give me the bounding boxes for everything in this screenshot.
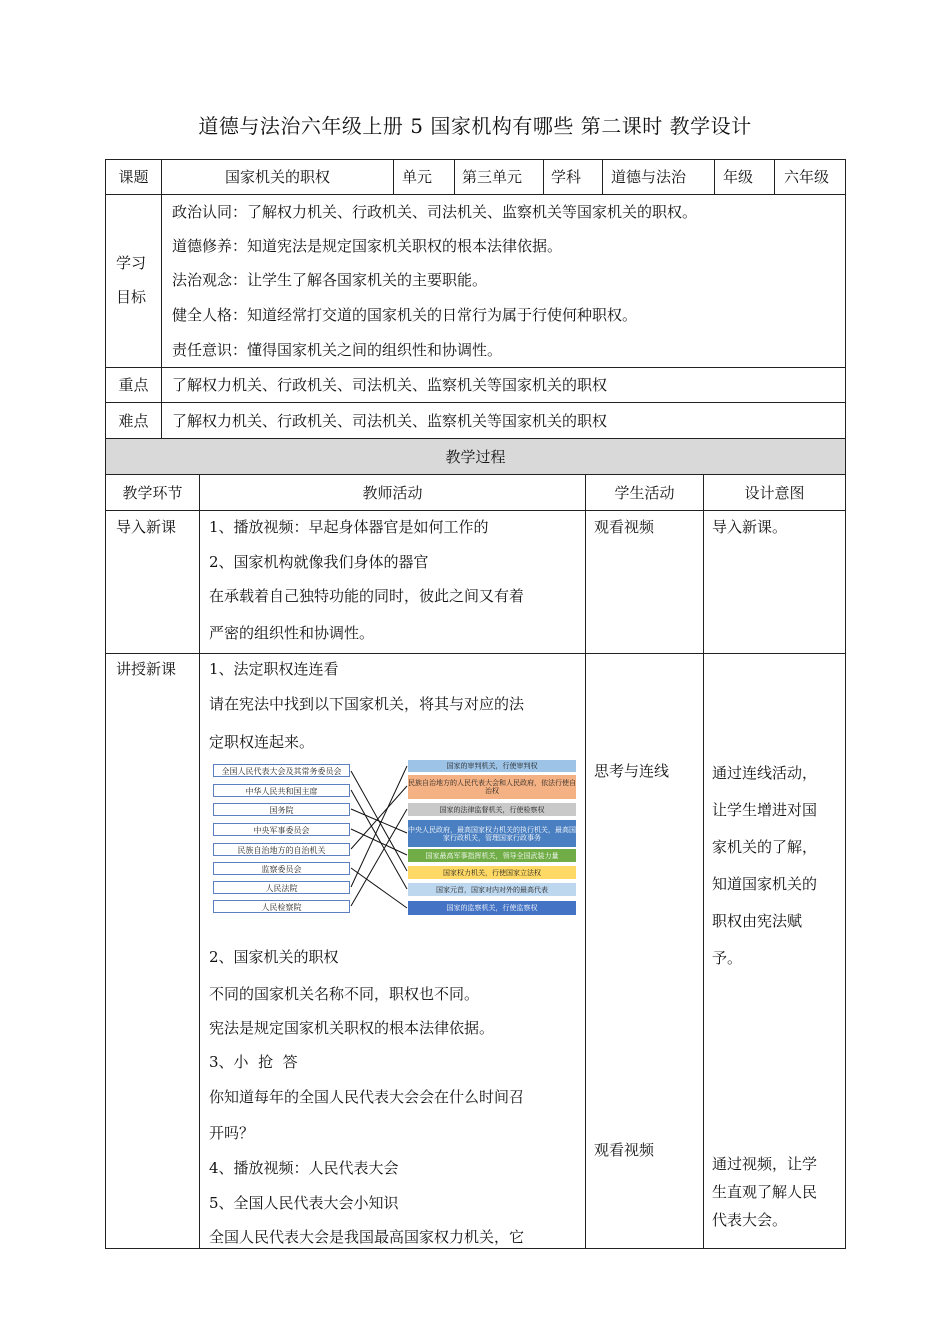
objective-moral: 道德修养：知道宪法是规定国家机关职权的根本法律依据。 [172,237,563,255]
right-item: 国家的法律监督机关，行使检察权 [408,803,576,816]
lecture-teacher-line-3: 定职权连起来。 [209,733,315,751]
lecture-teacher-line-5: 不同的国家机关名称不同，职权也不同。 [209,985,480,1003]
intro-teacher-line-1: 1、播放视频：早起身体器官是如何工作的 [209,518,489,536]
left-item: 国务院 [213,803,350,816]
col-teacher-header: 教师活动 [362,483,423,502]
subject-value: 道德与法治 [611,168,687,186]
lecture-teacher-line-4: 2、国家机关的职权 [209,948,339,966]
topic-value: 国家机关的职权 [224,168,330,186]
lecture-intent-1-line-6: 予。 [712,949,743,967]
key-point-value: 了解权力机关、行政机关、司法机关、监察机关等国家机关的职权 [172,376,608,394]
difficult-point-value: 了解权力机关、行政机关、司法机关、监察机关等国家机关的职权 [172,411,608,430]
lecture-intent-1-line-1: 通过连线活动， [712,764,818,782]
left-item: 民族自治地方的自治机关 [213,843,350,856]
lecture-teacher-line-6: 宪法是规定国家机关职权的根本法律依据。 [209,1019,495,1037]
unit-value: 第三单元 [462,168,523,186]
left-item: 人民法院 [213,881,350,894]
lecture-intent-2-line-3: 代表大会。 [712,1211,788,1229]
intro-teacher-line-3: 在承载着自己独特功能的同时，彼此之间又有着 [209,587,525,605]
right-item: 中央人民政府，最高国家权力机关的执行机关，最高国家行政机关，管理国家行政事务 [408,820,576,847]
lecture-teacher-line-7: 3、小 抢 答 [209,1053,298,1071]
right-item: 国家的审判机关，行使审判权 [408,760,576,772]
objective-responsibility: 责任意识：懂得国家机关之间的组织性和协调性。 [172,341,503,359]
objective-political: 政治认同：了解权力机关、行政机关、司法机关、监察机关等国家机关的职权。 [172,203,698,221]
lecture-teacher-line-10: 4、播放视频：人民代表大会 [209,1159,399,1177]
key-point-label: 重点 [118,376,149,394]
grade-label: 年级 [723,168,754,186]
lecture-teacher-line-2: 请在宪法中找到以下国家机关，将其与对应的法 [209,695,525,713]
lecture-teacher-line-9: 开吗？ [209,1124,255,1142]
objectives-label-1: 学习 [116,254,147,272]
right-item: 国家元首，国家对内对外的最高代表 [408,883,576,896]
lecture-intent-1-line-4: 知道国家机关的 [712,875,818,893]
objective-law: 法治观念：让学生了解各国家机关的主要职能。 [172,271,488,289]
col-intent-header: 设计意图 [744,483,805,502]
difficult-point-label: 难点 [118,411,149,430]
left-item: 中华人民共和国主席 [213,784,350,797]
lecture-intent-2-line-2: 生直观了解人民 [712,1183,818,1201]
lecture-intent-2-line-1: 通过视频，让学 [712,1155,818,1173]
lecture-teacher-line-11: 5、全国人民代表大会小知识 [209,1194,399,1212]
lecture-teacher-line-8: 你知道每年的全国人民代表大会会在什么时间召 [209,1088,525,1106]
intro-stage: 导入新课 [116,518,177,536]
intro-teacher-line-2: 2、国家机构就像我们身体的器官 [209,553,429,571]
left-item: 人民检察院 [213,900,350,913]
subject-label: 学科 [551,168,582,186]
intro-intent: 导入新课。 [712,518,788,536]
col-student-header: 学生活动 [614,483,675,502]
right-item: 国家最高军事指挥机关，领导全国武装力量 [408,849,576,862]
intro-teacher-line-4: 严密的组织性和协调性。 [209,624,375,642]
lecture-student-1: 思考与连线 [594,762,670,780]
lecture-stage: 讲授新课 [116,660,177,678]
left-item: 全国人民代表大会及其常务委员会 [213,764,350,777]
objectives-label-2: 目标 [116,288,147,306]
left-item: 监察委员会 [213,862,350,875]
right-item: 民族自治地方的人民代表大会和人民政府，依法行使自治权 [408,775,576,799]
process-header: 教学过程 [445,447,506,466]
grade-value: 六年级 [784,168,830,186]
topic-label: 课题 [118,168,149,186]
lecture-intent-1-line-2: 让学生增进对国 [712,801,818,819]
lecture-teacher-line-1: 1、法定职权连连看 [209,660,339,678]
right-item: 国家权力机关，行使国家立法权 [408,866,576,879]
lecture-intent-1-line-3: 家机关的了解， [712,838,818,856]
left-item: 中央军事委员会 [213,823,350,836]
lecture-student-2: 观看视频 [594,1141,655,1159]
right-item: 国家的监察机关，行使监察权 [408,901,576,915]
unit-label: 单元 [402,168,433,186]
intro-student: 观看视频 [594,518,655,536]
lecture-intent-1-line-5: 职权由宪法赋 [712,912,803,930]
lecture-teacher-line-12: 全国人民代表大会是我国最高国家权力机关，它 [209,1228,525,1246]
col-stage-header: 教学环节 [122,483,183,502]
document-title: 道德与法治六年级上册 5 国家机构有哪些 第二课时 教学设计 [198,114,752,138]
objective-personality: 健全人格：知道经常打交道的国家机关的日常行为属于行使何种职权。 [172,306,638,324]
